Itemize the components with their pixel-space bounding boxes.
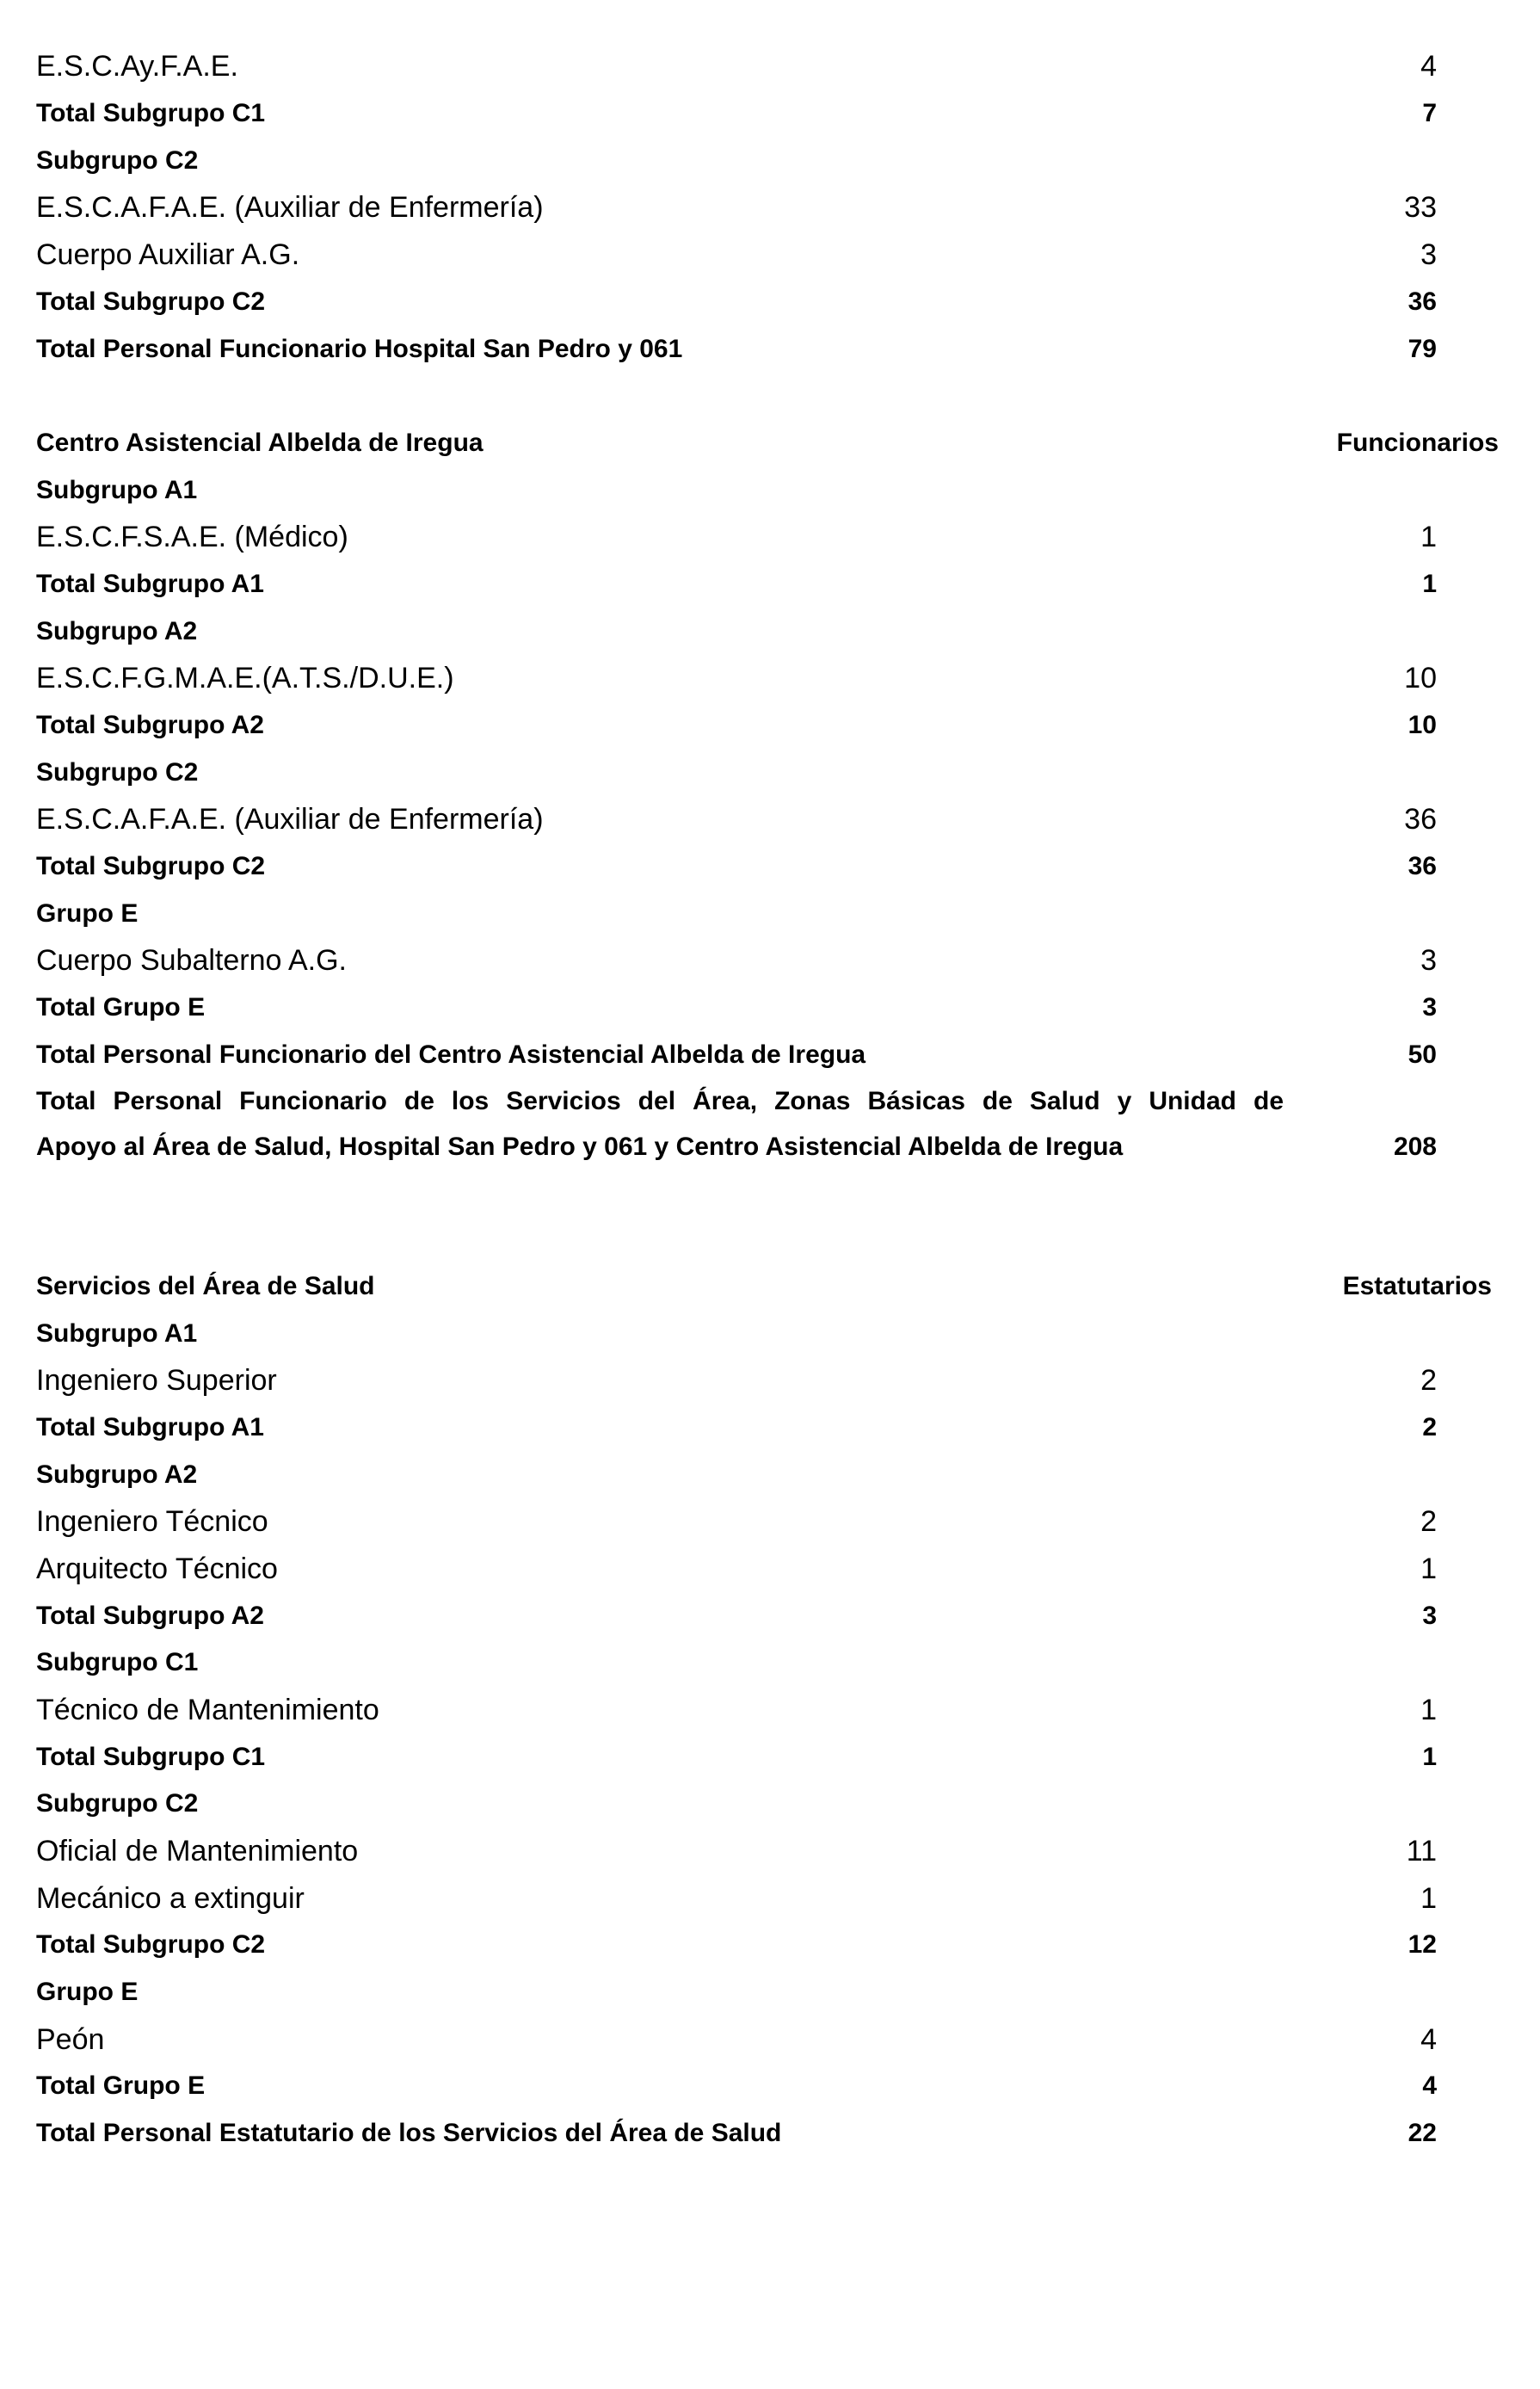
section-header — [36, 420, 1499, 466]
row-label: E.S.C.A.F.A.E. (Auxiliar de Enfermería) — [36, 191, 544, 224]
row-label: Subgrupo C2 — [36, 1789, 199, 1818]
row-label: Total Grupo E — [36, 2071, 206, 2100]
row-label: E.S.C.F.G.M.A.E.(A.T.S./D.U.E.) — [36, 662, 454, 694]
row-label: Total Subgrupo A1 — [36, 1413, 264, 1441]
table-row — [36, 514, 1499, 560]
section-title: Servicios del Área de Salud — [36, 1272, 375, 1300]
total-row — [36, 1032, 1499, 1078]
subtotal-row — [36, 702, 1499, 749]
row-label: Total Subgrupo C2 — [36, 1930, 266, 1959]
row-value: 1 — [1422, 570, 1437, 598]
table-row — [36, 655, 1499, 701]
group-heading — [36, 138, 1499, 184]
row-value: 12 — [1408, 1930, 1437, 1959]
row-label: Mecánico a extinguir — [36, 1882, 305, 1915]
table-row — [36, 796, 1499, 843]
row-value: 4 — [1420, 2023, 1437, 2056]
row-label: Total Subgrupo C2 — [36, 852, 266, 880]
row-value: 36 — [1408, 852, 1437, 880]
row-value: 3 — [1420, 238, 1437, 271]
grand-total-value: 208 — [1393, 1133, 1437, 1161]
group-heading — [36, 467, 1499, 514]
total-row — [36, 326, 1499, 373]
row-label: Subgrupo A1 — [36, 1319, 198, 1348]
row-value: 36 — [1404, 803, 1437, 836]
row-value: 36 — [1408, 287, 1437, 316]
row-label: Técnico de Mantenimiento — [36, 1694, 379, 1726]
subtotal-row — [36, 1734, 1499, 1781]
column-header: Funcionarios — [1336, 429, 1499, 457]
group-heading — [36, 608, 1499, 655]
row-label: Subgrupo A2 — [36, 1460, 198, 1489]
row-value: 50 — [1408, 1040, 1437, 1069]
table-row — [36, 1828, 1499, 1874]
row-label: E.S.C.F.S.A.E. (Médico) — [36, 521, 348, 553]
row-label: Total Subgrupo C1 — [36, 99, 266, 127]
row-label: Total Personal Estatutario de los Servicios del Área de Salud — [36, 2119, 782, 2147]
table-row — [36, 1498, 1499, 1545]
row-value: 3 — [1422, 993, 1437, 1022]
row-label: Total Personal Funcionario Hospital San Pedro y 061 — [36, 335, 683, 363]
subtotal-row — [36, 1922, 1499, 1968]
table-row — [36, 43, 1499, 90]
row-label: Total Subgrupo A1 — [36, 570, 264, 598]
row-label: Ingeniero Técnico — [36, 1505, 268, 1538]
row-label: Subgrupo C2 — [36, 758, 199, 787]
row-label: Total Subgrupo A2 — [36, 1602, 264, 1630]
subtotal-row — [36, 1404, 1499, 1451]
row-value: 2 — [1420, 1364, 1437, 1397]
column-header: Estatutarios — [1342, 1272, 1492, 1300]
table-row — [36, 1357, 1499, 1404]
row-label: Total Subgrupo C2 — [36, 287, 266, 316]
row-label: Cuerpo Auxiliar A.G. — [36, 238, 300, 271]
row-value: 1 — [1420, 1882, 1437, 1915]
row-value: 1 — [1420, 521, 1437, 553]
grand-total-row — [36, 1078, 1499, 1171]
row-label: Ingeniero Superior — [36, 1364, 277, 1397]
row-value: 79 — [1408, 335, 1437, 363]
row-label: Peón — [36, 2023, 105, 2056]
row-label: E.S.C.Ay.F.A.E. — [36, 50, 238, 83]
subtotal-row — [36, 561, 1499, 608]
table-row — [36, 231, 1499, 278]
row-label: Arquitecto Técnico — [36, 1553, 278, 1585]
row-label: Total Personal Funcionario del Centro Asistencial Albelda de Iregua — [36, 1040, 866, 1069]
group-heading — [36, 1781, 1499, 1827]
subtotal-row — [36, 843, 1499, 890]
subtotal-row — [36, 1593, 1499, 1639]
table-row — [36, 1687, 1499, 1733]
row-value: 1 — [1420, 1694, 1437, 1726]
row-label: Subgrupo C2 — [36, 146, 199, 175]
row-label: Cuerpo Subalterno A.G. — [36, 944, 348, 977]
subtotal-row — [36, 2063, 1499, 2109]
row-label: Total Subgrupo C1 — [36, 1743, 266, 1771]
row-label: Grupo E — [36, 1978, 139, 2006]
row-label: Subgrupo C1 — [36, 1648, 199, 1676]
subtotal-row — [36, 985, 1499, 1031]
row-value: 1 — [1420, 1553, 1437, 1585]
row-value: 4 — [1422, 2071, 1437, 2100]
row-label: Total Grupo E — [36, 993, 206, 1022]
row-label: Grupo E — [36, 899, 139, 928]
row-label: Total Subgrupo A2 — [36, 711, 264, 739]
group-heading — [36, 1452, 1499, 1498]
section-title: Centro Asistencial Albelda de Iregua — [36, 429, 484, 457]
group-heading — [36, 1311, 1499, 1357]
table-row — [36, 1546, 1499, 1592]
row-value: 3 — [1422, 1602, 1437, 1630]
row-value: 22 — [1408, 2119, 1437, 2147]
table-row — [36, 1875, 1499, 1922]
row-value: 4 — [1420, 50, 1437, 83]
table-row — [36, 2016, 1499, 2063]
group-heading — [36, 750, 1499, 796]
table-row — [36, 937, 1499, 984]
grand-total-label-line2: Apoyo al Área de Salud, Hospital San Pedro y 061 y Centro Asistencial Albelda de Iregua — [36, 1133, 1124, 1161]
row-label: Subgrupo A1 — [36, 476, 198, 504]
section-header — [36, 1263, 1499, 1310]
group-heading — [36, 1969, 1499, 2016]
group-heading — [36, 891, 1499, 937]
total-row — [36, 2110, 1499, 2157]
row-value: 33 — [1404, 191, 1437, 224]
row-value: 3 — [1420, 944, 1437, 977]
row-value: 2 — [1420, 1505, 1437, 1538]
row-value: 10 — [1404, 662, 1437, 694]
row-value: 11 — [1406, 1835, 1437, 1867]
row-label: Oficial de Mantenimiento — [36, 1835, 359, 1867]
table-row — [36, 184, 1499, 231]
subtotal-row — [36, 90, 1499, 137]
row-label: E.S.C.A.F.A.E. (Auxiliar de Enfermería) — [36, 803, 544, 836]
row-label: Subgrupo A2 — [36, 617, 198, 645]
row-value: 2 — [1422, 1413, 1437, 1441]
group-heading — [36, 1639, 1499, 1686]
row-value: 7 — [1422, 99, 1437, 127]
row-value: 10 — [1408, 711, 1437, 739]
row-value: 1 — [1422, 1743, 1437, 1771]
grand-total-label-line1: Total Personal Funcionario de los Servicios del Área, Zonas Básicas de Salud y Unidad de — [36, 1087, 1284, 1115]
subtotal-row — [36, 279, 1499, 325]
